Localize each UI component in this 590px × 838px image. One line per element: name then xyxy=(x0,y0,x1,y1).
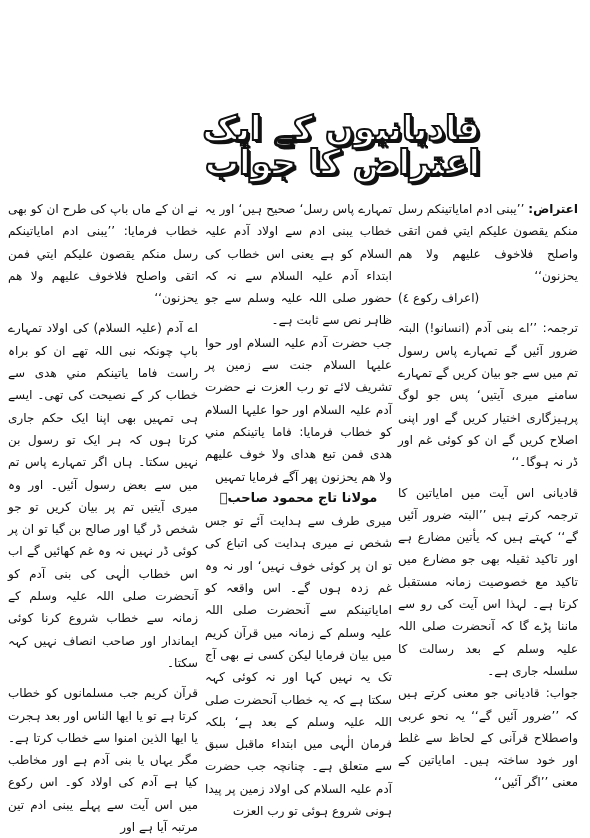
middle-paragraph-2: جب حضرت آدم علیہ السلام اور حوا علیہا السلام جنت سے زمین پر تشریف لائے تو رب العزت نے حضرت آدم علیہ السلام اور حوا علیہا السلام کو خطاب فرمایا: فاما ياتينكم مني هدى فمن تبع هداى ولا خوف عليهم ولا هم يحزنون پھر آگے فرمایا تمہیں xyxy=(205,335,392,484)
left-paragraph-2: اے آدم (علیہ السلام) کی اولاد تمہارے باپ چونکہ نبی اللہ تھے ان کو براہ راست فاما ياتينكم مني هدى سے خطاب کر کے نصیحت کی تھی۔ ایسے ہی تمہیں بھی اپنا ایک حکم جاری کرتا ہوں کہ ہر ایک تو رسول بن نہیں سکتا۔ ہاں اگر تمہارے پاس تم میں سے بعض رسول آئیں۔ اور وہ میری آیتیں تم پر بیان کریں تو جو شخص ڈر گیا اور صالح بن گیا تو ان پر کوئی ڈر نہیں نہ وہ غم کھائیں گے اب اس خطاب الٰہی کی بنی آدم کو آنحضرت صلی اللہ علیہ وسلم کے زمانہ سے خطاب شروع کرنا کوئی ایماندار اور صاحب انصاف نہیں کہہ سکتا۔ xyxy=(8,321,198,670)
author-name: مولانا تاج محمود صاحبؒ xyxy=(219,490,378,506)
right-column xyxy=(398,198,578,790)
answer-paragraph: جواب: قادیانی جو معنی کرتے ہیں کہ ’’ضرور آئیں گے‘‘ یہ نحو عربی واصطلاح قرآنی کے لحاظ سے غلط اور خود ساختہ ہیں۔ اماياتين کے معنی ’’اگر آئیں‘‘ xyxy=(398,686,578,790)
verse-reference: (اعراف رکوع ٤) xyxy=(398,291,480,306)
objection-verse: ’’یبنی ادم اماياتينكم رسل منكم يقصون عليكم ايتي فمن اتقى واصلح فلاخوف عليهم ولا هم يحزنون‘‘ xyxy=(398,202,578,283)
article-title: قادیانیوں کے ایک اعتراض کا جواب xyxy=(202,109,480,183)
objection-paragraph xyxy=(398,198,578,287)
middle-paragraph-1: تمہارے پاس رسل‘ صحیح ہیں‘ اور یہ خطاب یبنی ادم سے اولاد آدم علیہ السلام کو ہے یعنی اس خطاب کی ابتداء آدم علیہ السلام سے نہ کہ حضور صلی اللہ علیہ وسلم سے جو ظاہر نص سے ثابت ہے۔ xyxy=(205,202,392,328)
left-paragraph-1: نے ان کے ماں باپ کی طرح ان کو بھی خطاب فرمایا: ’’يبنى ادم اماياتينكم رسل منكم يقصون عليكم ايتي فمن اتقى واصلح فلاخوف عليهم ولا هم يحزنون‘‘ xyxy=(8,202,198,306)
objection-label: اعتراض: xyxy=(528,202,578,216)
middle-paragraph-3: میری طرف سے ہدایت آئے تو جس شخص نے میری ہدایت کی اتباع کی تو ان پر کوئی خوف نہیں‘ اور نہ وہ غم زدہ ہوں گے۔ اس واقعہ کو اماياتينكم سے آنحضرت صلی اللہ علیہ وسلم کے زمانہ میں قرآن کریم میں بیان فرمایا لیکن کسی نے بھی آج تک یہ نہیں کہا اور نہ کوئی کہہ سکتا ہے کہ یہ خطاب آنحضرت صلی اللہ علیہ وسلم کے بعد ہے‘ بلکہ فرمان الٰہی میں ابتداء ماقبل سبق سے متعلق ہے۔ چنانچہ جب حضرت آدم علیہ السلام کی اولاد زمین پر پیدا ہونی شروع ہوئی تو رب العزت xyxy=(205,514,392,819)
middle-column xyxy=(205,198,392,819)
qadiani-claim-paragraph: قادیانی اس آیت میں اماياتين کا ترجمہ کرتے ہیں ’’البتہ ضرور آئیں گے‘‘ کہتے ہیں کہ يأتين مضارع ہے اور تاکید ثقیلہ بھی جو مضارع میں تاکید مع خصوصیت زمانہ مستقبل کرتا ہے۔ لہذا اس آیت کی رو سے ماننا پڑے گا کہ آنحضرت صلی اللہ علیہ وسلم کے بعد رسالت کا سلسلہ جاری ہے۔ xyxy=(398,485,578,678)
left-paragraph-3: قرآن کریم جب مسلمانوں کو خطاب کرتا ہے تو يا ايها الناس اور بعد ہجرت يا ايها الذين امنوا سے خطاب کرتا ہے۔ مگر یہاں یا بنی آدم ہے اور مخاطب کیا ہے آدم کی اولاد کو۔ اس رکوع میں اس آیت سے پہلے یبنی ادم تین مرتبہ آیا ہے اور xyxy=(8,686,198,835)
translation-paragraph: ترجمہ: ’’اے بنی آدم (انسانو!) البتہ ضرور آئیں گے تمہارے پاس رسول تم میں سے جو بیان کریں گے تمہارے سامنے میری آیتیں‘ پس جو لوگ پرہیزگاری اختیار کریں گے اور اپنی اصلاح کریں گے ان کو کوئی غم اور ڈر نہ ہوگا۔‘‘ xyxy=(398,321,578,470)
left-column xyxy=(8,198,198,835)
